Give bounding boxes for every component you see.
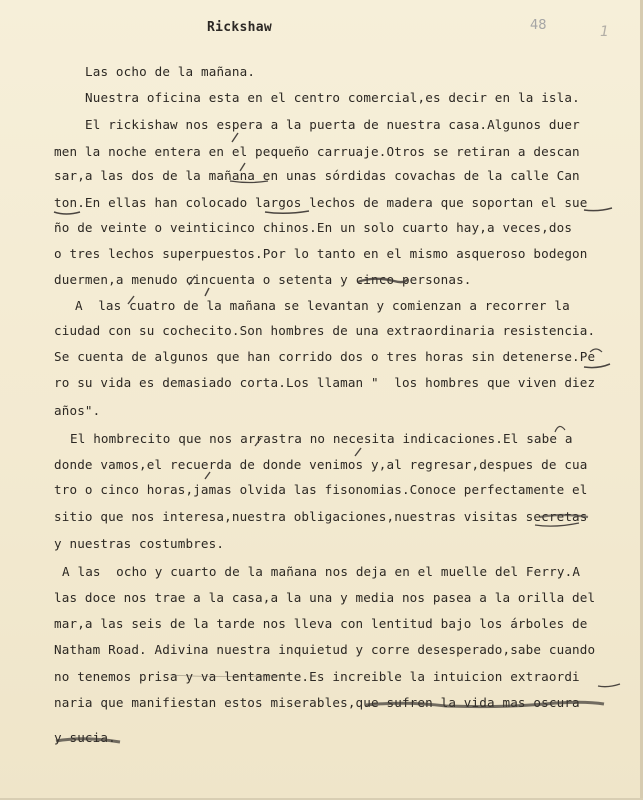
text-line: donde vamos,el recuerda de donde venimos y,al regresar,despues de cua [54,457,588,472]
check-mark [205,288,209,296]
text-line: años". [54,403,101,418]
text-line: mar,a las seis de la tarde nos lleva con lentitud bajo los árboles de [54,616,588,631]
text-line: Natham Road. Adivina nuestra inquietud y corre desesperado,sabe cuando [54,642,596,657]
text-line: ro su vida es demasiado corta.Los llaman " los hombres que viven diez [54,375,596,390]
text-line: las doce nos trae a la casa,a la una y media nos pasea a la orilla del [54,590,596,605]
text-line: Se cuenta de algunos que han corrido dos o tres horas sin detenerse.Pe [54,349,596,364]
document-title: Rickshaw [207,20,273,35]
text-line: sitio que nos interesa,nuestra obligaciones,nuestras visitas secretas [54,509,588,524]
text-line: y nuestras costumbres. [54,536,225,551]
check-mark [355,448,361,456]
text-line: ton.En ellas han colocado largos lechos de madera que soportan el sue [54,195,588,210]
text-line: ño de veinte o veinticinco chinos.En un solo cuarto hay,a veces,dos [54,220,573,235]
text-line: no tenemos prisa y va lentamente.Es increible la intuicion extraordi [54,669,580,684]
check-mark [205,472,210,479]
text-line: A las ocho y cuarto de la mañana nos deja en el muelle del Ferry.A [62,564,581,579]
underline-mark [598,684,620,687]
text-line: El rickishaw nos espera a la puerta de nuestra casa.Algunos duer [85,117,580,132]
underline-mark [54,212,80,214]
underline-mark [584,208,612,211]
page-number-mark: 1 [600,24,609,40]
text-line: y sucia. [54,730,116,745]
text-line: Las ocho de la mañana. [85,64,256,79]
underline-mark [584,364,610,368]
text-line: A las cuatro de la mañana se levantan y comienzan a recorrer la [75,298,570,313]
text-line: o tres lechos superpuestos.Por lo tanto en el mismo asqueroso bodegon [54,246,588,261]
text-line: men la noche entera en el pequeño carruaje.Otros se retiran a descan [54,144,580,159]
archive-folio-number: 48 [530,18,547,33]
text-line: Nuestra oficina esta en el centro comercial,es decir en la isla. [85,90,580,105]
text-line: tro o cinco horas,jamas olvida las fisonomias.Conoce perfectamente el [54,482,588,497]
check-mark [232,133,238,142]
text-line: El hombrecito que nos arrastra no necesita indicaciones.El sabe a [70,431,573,446]
text-line: sar,a las dos de la mañana en unas sórdidas covachas de la calle Can [54,168,580,183]
underline-mark [265,211,309,213]
text-line: naria que manifiestan estos miserables,que sufren la vida mas oscura [54,695,580,710]
text-line: ciudad con su cochecito.Son hombres de una extraordinaria resistencia. [54,323,596,338]
text-line: duermen,a menudo cincuenta o setenta y cinco personas. [54,272,472,287]
